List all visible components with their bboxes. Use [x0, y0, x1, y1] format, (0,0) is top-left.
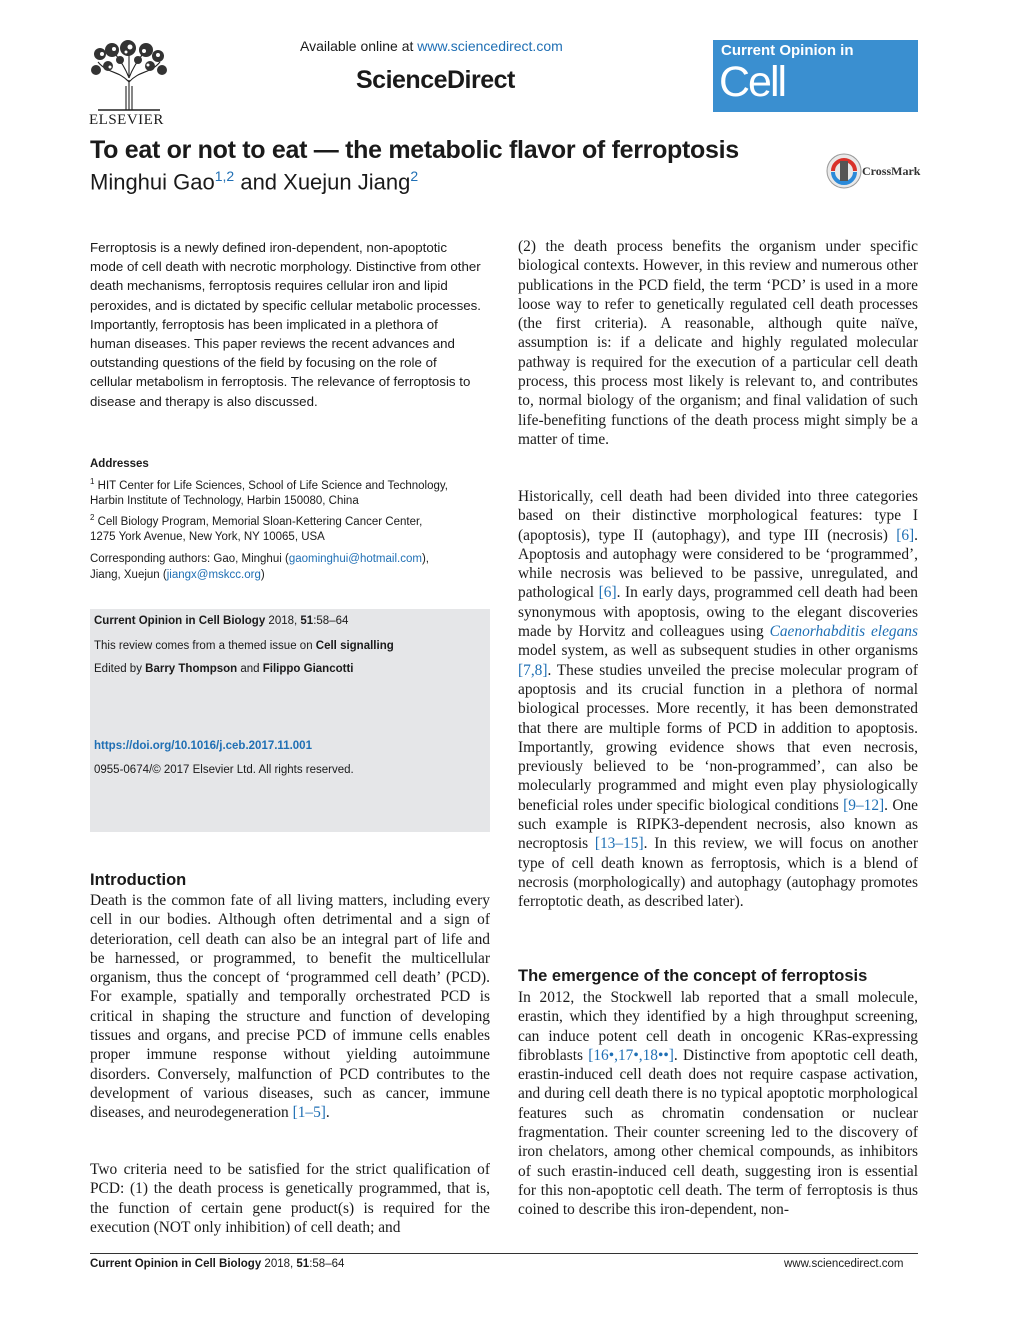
- introduction-paragraph-3: (2) the death process benefits the organism under specific biological contexts. However, in this review and numerous other publications in the PCD field, the term ‘PCD’ is used in a more loose way to refer to genetically regulated cell death processes (the first criteria). A reasonable, although quite naïve, assumption is: if a delicate and highly regulated molecular pathway is required for the execution of a particular cell death process, this process most likely is relevant to, and contributes to, normal biology of the organism; and final validation of such life-benefiting functions of the death process might simply be a matter of time.: [518, 238, 918, 448]
- footer-divider: [90, 1253, 918, 1254]
- introduction-paragraph-4: Historically, cell death had been divided into three categories based on their distinctive morphological features: type I (apoptosis), type II (autophagy), and type III (necrosis) [6]. Apoptosis and autophagy were considered to be ‘programmed’, while necrosis was believed to be passive, unregulated, and pathological [6]. In early days, programmed cell death had been synonymous with apoptosis, owing to the elegant discoveries made by Horvitz and colleagues using Caenorhabditis elegans model system, as well as subsequent studies in other organisms [7,8]. These studies unveiled the precise molecular program of apoptosis and its crucial function in a plethora of normal biological processes. More recently, it has been demonstrated that there are multiple forms of PCD in addition to apoptosis. Importantly, growing evidence shows that even necrosis, previously believed to be ‘non-programmed’, can also be molecularly programmed and might even play physiologically beneficial roles under specific biological conditions [9–12]. One such example is RIPK3-dependent necrosis, also known as necroptosis [13–15]. In this review, we will focus on another type of cell death known as ferroptosis, which is a blend of necrosis (morphologically) and autophagy (autophagy promotes ferroptotic death, as described later).: [518, 488, 919, 911]
- introduction-paragraph-2: Two criteria need to be satisfied for the strict qualification of PCD: (1) the death process is genetically programmed, that is, the function of certain gene product(s) is required for the execution (NOT only inhibition) of cell death; and: [90, 1161, 490, 1236]
- address-2-line-2: 1275 York Avenue, New York, NY 10065, USA: [90, 531, 325, 544]
- themed-issue-line: This review comes from a themed issue on Cell signalling: [94, 640, 394, 652]
- copyright-line: 0955-0674/© 2017 Elsevier Ltd. All rights reserved.: [94, 764, 354, 776]
- crossmark-badge[interactable]: [826, 152, 921, 195]
- themed-issue-name: Cell signalling: [315, 640, 394, 652]
- journal-badge-bottom: Cell Biology: [719, 58, 847, 155]
- sciencedirect-link[interactable]: www.sciencedirect.com: [417, 38, 563, 54]
- ref-link[interactable]: [6]: [896, 526, 915, 544]
- doi-link[interactable]: https://doi.org/10.1016/j.ceb.2017.11.001: [94, 740, 312, 752]
- available-online-text: [300, 38, 563, 54]
- address-1-line-1: $^1$ HIT Center for Life Sciences, School of Life Science and Technology,: [90, 477, 448, 492]
- sciencedirect-wordmark: ScienceDirect: [356, 66, 515, 94]
- footer-url[interactable]: www.sciencedirect.com: [784, 1258, 904, 1270]
- ref-link[interactable]: [1–5]: [292, 1104, 326, 1122]
- journal-badge: [713, 40, 918, 155]
- author-1-affiliation[interactable]: 1,2: [214, 168, 235, 184]
- ref-link[interactable]: [6]: [598, 584, 617, 602]
- author-1[interactable]: Minghui Gao: [90, 169, 215, 195]
- addresses-heading: Addresses: [90, 458, 149, 470]
- crossmark-icon: [826, 152, 862, 190]
- ref-link[interactable]: [7,8]: [518, 661, 548, 679]
- article-title: To eat or not to eat — the metabolic flavor of ferroptosis: [90, 136, 739, 164]
- ref-link[interactable]: [9–12]: [843, 796, 885, 814]
- ferroptosis-paragraph-1: In 2012, the Stockwell lab reported that a small molecule, erastin, which they identified by a high throughput screening, can induce potent cell death in oncogenic KRas-expressing fibroblasts [16•,17•,18••]. Distinctive from apoptotic cell death, erastin-induced cell death does not require caspase activation, and during cell death there is no typical apoptotic morphological features such as chromatin condensation or nuclear fragmentation. Their counter screening led to the discovery of iron chelators, among other chemical compounds, as inhibitors of such erastin-induced cell death, suggesting iron is essential for this non-apoptotic cell death. The term of ferroptosis is thus coined to describe this iron-dependent, non-: [518, 989, 919, 1219]
- citation-line: Current Opinion in Cell Biology 2018, 51:58–64: [94, 615, 349, 627]
- author-2-affiliation[interactable]: 2: [410, 168, 419, 184]
- footer-citation: Current Opinion in Cell Biology 2018, 51:58–64: [90, 1258, 345, 1270]
- address-1-line-2: Harbin Institute of Technology, Harbin 150080, China: [90, 495, 359, 508]
- introduction-paragraph-1: Death is the common fate of all living matters, including every cell in our bodies. Although often detrimental and a sign of deterioration, cell death can also be an integral part of life and be harnessed, or programmed, to benefit the multicellular organism, thus the concept of ‘programmed cell death’ (PCD). For example, spatially and temporally orchestrated PCD is critical in shaping the structure and function of developing tissues and organs, and precise PCD of immune cells enables proper immune response without yielding autoimmune disorders. Conversely, malfunction of PCD contributes to the development of various diseases, such as cancer, immune diseases, and neurodegeneration [1–5].: [90, 892, 490, 1122]
- species-link[interactable]: Caenorhabditis elegans: [769, 623, 918, 641]
- available-online-prefix: Available online at: [300, 38, 418, 54]
- email-link-jiang[interactable]: jiangx@mskcc.org: [166, 568, 261, 581]
- ref-link[interactable]: [13–15]: [594, 835, 644, 853]
- abstract: Ferroptosis is a newly defined iron-dependent, non-apoptotic mode of cell death with necrotic morphology. Distinctive from other death mechanisms, ferroptosis requires cellular iron and lipid peroxides, and is dictated by specific cellular metabolic processes. Importantly, ferroptosis has been implicated in a plethora of human diseases. This paper reviews the recent advances and outstanding questions of the field by focusing on the role of cellular metabolism in ferroptosis. The relevance of ferroptosis to disease and therapy is also discussed.: [90, 240, 481, 409]
- author-list: [90, 168, 418, 195]
- introduction-heading: Introduction: [90, 871, 187, 889]
- article-info-box: [90, 609, 490, 832]
- journal-badge-top: Current Opinion in: [721, 42, 854, 59]
- corresponding-authors: Corresponding authors: Gao, Minghui (gaominghui@hotmail.com), Jiang, Xuejun (jiangx@mskcc.org): [90, 553, 429, 581]
- email-link-gao[interactable]: gaominghui@hotmail.com: [288, 553, 422, 565]
- ref-link[interactable]: [16•,17•,18••]: [588, 1046, 674, 1064]
- publisher-name: ELSEVIER: [89, 112, 164, 128]
- author-2[interactable]: and Xuejun Jiang: [234, 169, 411, 195]
- ferroptosis-emergence-heading: The emergence of the concept of ferroptosis: [518, 967, 868, 985]
- address-2-line-1: $^2$ Cell Biology Program, Memorial Sloan-Kettering Cancer Center,: [90, 512, 423, 528]
- editors-line: Edited by Barry Thompson and Filippo Giancotti: [94, 663, 354, 675]
- crossmark-label: CrossMark: [862, 164, 921, 178]
- addresses: [90, 474, 490, 546]
